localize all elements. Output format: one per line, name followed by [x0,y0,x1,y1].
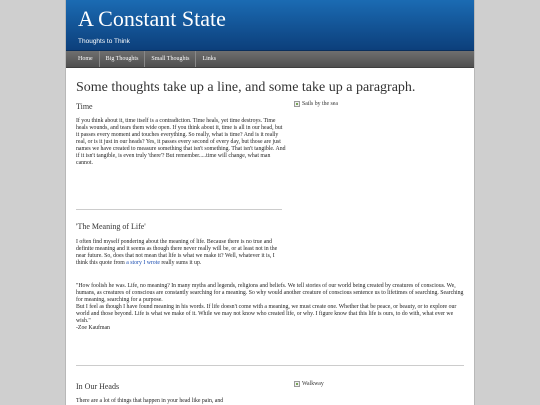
nav-item-small-thoughts[interactable]: Small Thoughts [145,51,196,67]
post-paragraph: If you think about it, time itself is a contradiction. Time heals, yet time destroys. Time heals wounds, and tears them wide open. If you think about it, time is all in our head, but it passes every moment and touches everything. So really, what is time? And is it really real, or is it just in our heads? Yes, it passes every second of every day, but those are just names we have created to measure something that isn't something. That isn't tangible. And if it isn't tangible, is even truly 'there'? But remember.....time will change, what man cannot. [76,118,286,166]
quote-attribution: -Zoe Kaufman [76,325,110,331]
post-paragraph [76,239,286,267]
walkway-image [294,381,324,387]
post-title-in-our-heads[interactable]: In Our Heads [76,382,120,391]
post-body-meaning-of-life [76,239,286,267]
walkway-image-alt: Walkway [302,381,324,387]
post-body-in-our-heads [76,398,286,405]
broken-image-icon [294,381,300,387]
quote-block [76,283,464,332]
broken-image-icon [294,101,300,107]
post-text: really sums it up. [159,260,202,266]
divider [76,365,464,366]
nav-item-links[interactable]: Links [202,56,217,62]
site-title[interactable]: A Constant State [78,6,226,31]
nav-bar [66,51,474,68]
nav-item-big-thoughts[interactable]: Big Thoughts [100,51,146,67]
post-paragraph: There are a lot of things that happen in your head like pain, and [76,398,224,404]
post-text: I often find myself pondering about the meaning of life. Because there is no true and definite meaning and it seems as though there never really will be, or at least not in the near future. So, does that not mean that life is what we make it? Well, whatever it is, I think this quote from [76,239,278,266]
sails-image [294,101,338,107]
divider [76,209,282,210]
page-frame [66,0,474,405]
nav-item-home[interactable]: Home [72,51,100,67]
site-header [66,0,474,51]
quote-text: "How foolish he was. Life, no meaning? In many myths and legends, religions and beliefs. We tell stories of our world being created by creatures of conscious. We, humans, as creatures of conscious are constantly searching for a meaning. So why would another creature of conscious sentence us to lifetimes of searching. Searching for meaning, searching for a purpose. [76,283,464,303]
post-body-time [76,118,286,167]
post-title-meaning-of-life[interactable]: 'The Meaning of Life' [76,222,146,231]
site-tagline: Thoughts to Think [78,38,130,45]
story-link[interactable]: a story I wrote [126,260,160,266]
page-heading: Some thoughts take up a line, and some take up a paragraph. [76,80,416,95]
sails-image-alt: Sails by the sea [302,101,338,107]
quote-text-continued: But I feel as though I have found meaning in his words. If life doesn't come with a meaning, we must create one. Whether that be peace, or beauty, or to explore our world and those beyond. Life is what we make of it. While we may not know who created life, or why. I figure know that this life is ours, to do with, what ever we wish." [76,304,457,324]
post-title-time[interactable]: Time [76,102,93,111]
